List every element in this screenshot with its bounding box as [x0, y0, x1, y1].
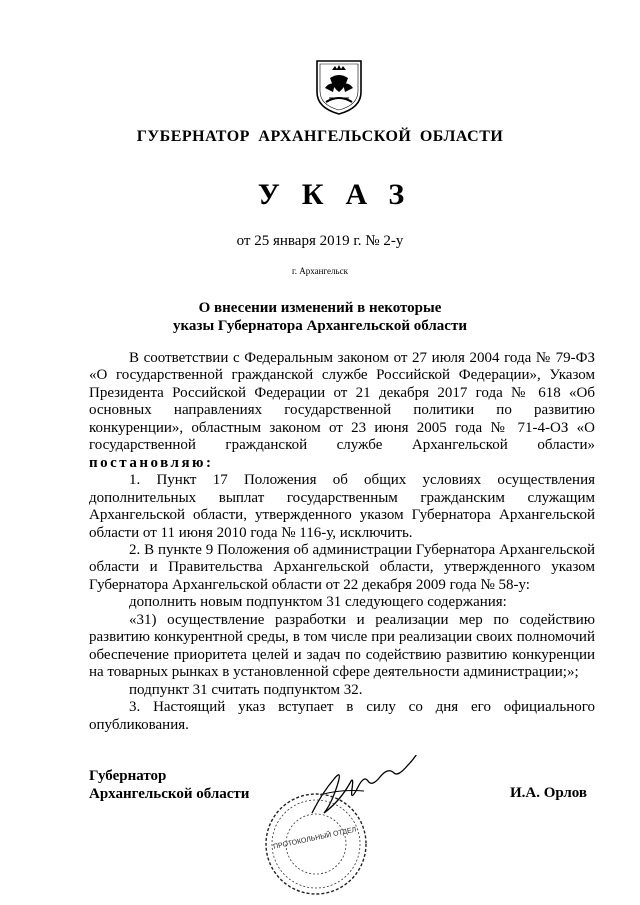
signatory-title-line-1: Губернатор — [89, 768, 167, 784]
item-2-quote-paragraph: «31) осуществление разработки и реализации мер по содействию развитию конкурентной среды, в том числе при реализации своих полномочий обеспечение приоритета целей и задач по содействию развитию конкуренции на товарных рынках в установленной сфере деятельности администрации;»; — [89, 611, 595, 681]
preamble-text: В соответствии с Федеральным законом от 27 июля 2004 года № 79-ФЗ «О государственной гражданской службе Российской Федерации», Указом Президента Российской Федерации от 21 декабря 2017 года № 618 «Об основных направлениях государственной политики по развитию конкуренции», областным законом от 23 июня 2005 года № 71-4-ОЗ «О государственной гражданской службе Архангельской области» — [89, 350, 595, 454]
heading-line-2: указы Губернатора Архангельской области — [173, 318, 467, 334]
issuing-authority: ГУБЕРНАТОР АРХАНГЕЛЬСКОЙ ОБЛАСТИ — [136, 128, 504, 145]
document-heading — [0, 299, 640, 335]
document-city: г. Архангельск — [292, 266, 348, 276]
item-2-renumber-paragraph: подпункт 31 считать подпунктом 32. — [129, 681, 363, 698]
decree-word: постановляю: — [89, 454, 214, 471]
heading-line-1: О внесении изменений в некоторые — [198, 300, 442, 316]
stamp-text: ПРОТОКОЛЬНЫЙ ОТДЕЛ — [272, 826, 357, 851]
document-type: УКАЗ — [257, 178, 427, 211]
document-date-number: от 25 января 2019 г. № 2-у — [236, 233, 404, 249]
item-2-paragraph: 2. В пункте 9 Положения об администрации Губернатора Архангельской области и Правительства Архангельской области, утвержденного указом Губернатора Архангельской области от 22 декабря 2009 года № 58-у: — [89, 541, 595, 593]
item-2-sub-paragraph: дополнить новым подпунктом 31 следующего содержания: — [129, 594, 507, 611]
signatory-title — [89, 767, 249, 803]
coat-of-arms-icon — [314, 58, 364, 116]
signatory-name: И.А. Орлов — [510, 785, 588, 801]
item-1-paragraph: 1. Пункт 17 Положения об общих условиях осуществления дополнительных выплат государственным гражданским служащим Архангельской области, утвержденного указом Губернатора Архангельской области от 11 июня 2010 года № 116-у, исключить. — [89, 472, 595, 541]
signatory-title-line-2: Архангельской области — [89, 786, 250, 802]
official-stamp-icon — [262, 790, 370, 898]
document-body — [89, 350, 595, 734]
item-3-paragraph: 3. Настоящий указ вступает в силу со дня его официального опубликования. — [89, 699, 595, 733]
preamble-paragraph — [89, 350, 595, 472]
